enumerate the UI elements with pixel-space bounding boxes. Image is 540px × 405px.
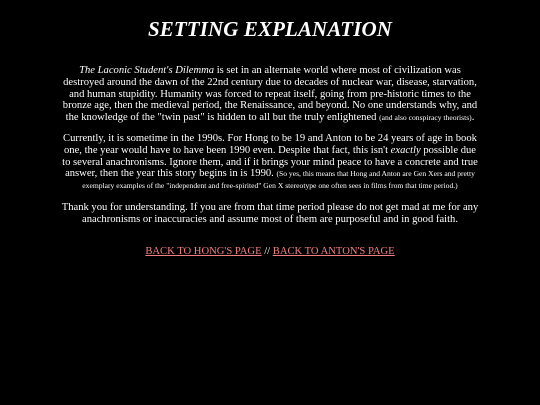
nav-links (60, 246, 480, 258)
book-title: The Laconic Student's Dilemma (79, 65, 215, 76)
page-title: SETTING EXPLANATION (147, 17, 392, 41)
back-to-anton-link[interactable]: BACK TO ANTON'S PAGE (272, 245, 395, 257)
setting-paragraph-end: . (471, 112, 475, 124)
setting-paragraph-body: is set in an alternate world where most of civilization was destroyed around the dawn of the 22nd century due to decades of nuclear war, disease, starvation, and human stupidity. Humanity was forced to repeat itself, going from pre-historic times to the bronze age, then the medieval period, the Renaissance, and beyond. No one understands why, and the knowledge of the "twin past" is hidden to all but the truly enlightened (62, 65, 478, 124)
nav-separator: // (261, 245, 273, 257)
setting-paragraph (60, 65, 480, 124)
timeline-emphasis: exactly (390, 144, 421, 156)
back-to-hong-link[interactable]: BACK TO HONG'S PAGE (145, 245, 262, 257)
timeline-paragraph-body-before: Currently, it is sometime in the 1990s. For Hong to be 19 and Anton to be 24 years of age in book one, the year would have to have been 1990 even. Despite that fact, this isn't (63, 132, 477, 156)
timeline-paragraph (60, 133, 480, 192)
thanks-paragraph: Thank you for understanding. If you are from that time period please do not get mad at me for any anachronisms or inaccuracies and assume most of them are purposeful and in good faith. (61, 201, 479, 225)
timeline-paragraph-aside: (So yes, this means that Hong and Anton are Gen Xers and pretty exemplary examples of the "independent and free-spirited" Gen X stereotype one often sees in films from that time period.) (82, 169, 475, 191)
timeline-paragraph-body-after: possible due to several anachronisms. Ignore them, and if it brings your mind peace to have a concrete and true answer, then the year this story begins in is 1990. (62, 144, 478, 180)
setting-paragraph-aside: (and also conspiracy theorists) (379, 113, 472, 123)
